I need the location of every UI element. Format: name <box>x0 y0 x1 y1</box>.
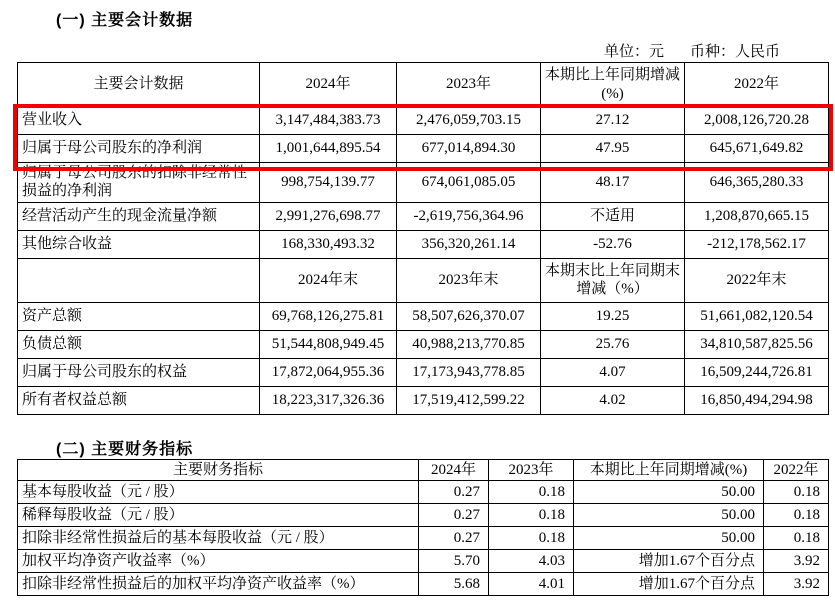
table-row <box>18 302 829 330</box>
table-header-row <box>18 63 829 107</box>
column-header: 主要会计数据 <box>18 63 260 107</box>
value-cell: 50.00 <box>574 527 764 550</box>
section1-title: (一) 主要会计数据 <box>56 12 194 29</box>
value-cell: -2,619,756,364.96 <box>397 202 541 230</box>
value-cell: 51,661,082,120.54 <box>685 302 829 330</box>
value-cell: 50.00 <box>574 504 764 527</box>
value-cell: -52.76 <box>541 230 685 258</box>
table-row <box>18 504 829 527</box>
value-cell: 17,519,412,599.22 <box>397 386 541 414</box>
value-cell: 5.68 <box>419 573 489 596</box>
financial-indicators-table <box>17 459 829 596</box>
main-accounting-data-table <box>17 62 829 415</box>
column-header-empty <box>18 258 260 302</box>
value-cell: 5.70 <box>419 550 489 573</box>
value-cell: 3,147,484,383.73 <box>260 107 397 135</box>
value-cell: 0.18 <box>489 481 574 504</box>
value-cell: 0.27 <box>419 527 489 550</box>
row-label-cell: 归属于母公司股东的权益 <box>18 358 260 386</box>
value-cell: 4.02 <box>541 386 685 414</box>
value-cell: 19.25 <box>541 302 685 330</box>
value-cell: 不适用 <box>541 202 685 230</box>
value-cell: 998,754,139.77 <box>260 163 397 203</box>
value-cell: 51,544,808,949.45 <box>260 330 397 358</box>
row-label-cell: 扣除非经常性损益后的加权平均净资产收益率（%） <box>18 573 419 596</box>
value-cell: 17,872,064,955.36 <box>260 358 397 386</box>
column-header: 主要财务指标 <box>18 460 419 481</box>
currency-label: 币种：人民币 <box>689 44 780 60</box>
row-label-cell: 基本每股收益（元 / 股） <box>18 481 419 504</box>
row-label-cell: 营业收入 <box>18 107 260 135</box>
value-cell: 69,768,126,275.81 <box>260 302 397 330</box>
row-label-cell: 负债总额 <box>18 330 260 358</box>
value-cell: 0.18 <box>764 504 829 527</box>
table-row <box>18 107 829 135</box>
value-cell: 1,208,870,665.15 <box>685 202 829 230</box>
value-cell: 4.03 <box>489 550 574 573</box>
value-cell: 58,507,626,370.07 <box>397 302 541 330</box>
table-header-row <box>18 460 829 481</box>
column-header: 2024年末 <box>260 258 397 302</box>
value-cell: 34,810,587,825.56 <box>685 330 829 358</box>
value-cell: 40,988,213,770.85 <box>397 330 541 358</box>
table-row <box>18 163 829 203</box>
value-cell: 4.01 <box>489 573 574 596</box>
value-cell: 47.95 <box>541 135 685 163</box>
value-cell: 0.27 <box>419 481 489 504</box>
value-cell: 3.92 <box>764 550 829 573</box>
row-label-cell: 经营活动产生的现金流量净额 <box>18 202 260 230</box>
table-row <box>18 481 829 504</box>
value-cell: 3.92 <box>764 573 829 596</box>
table-row <box>18 202 829 230</box>
value-cell: 0.27 <box>419 504 489 527</box>
row-label-cell: 资产总额 <box>18 302 260 330</box>
value-cell: 1,001,644,895.54 <box>260 135 397 163</box>
row-label-cell: 其他综合收益 <box>18 230 260 258</box>
column-header: 2023年 <box>397 63 541 107</box>
value-cell: 356,320,261.14 <box>397 230 541 258</box>
value-cell: 17,173,943,778.85 <box>397 358 541 386</box>
value-cell: 646,365,280.33 <box>685 163 829 203</box>
value-cell: 2,008,126,720.28 <box>685 107 829 135</box>
value-cell: 677,014,894.30 <box>397 135 541 163</box>
table-row <box>18 330 829 358</box>
value-cell: 674,061,085.05 <box>397 163 541 203</box>
table-row <box>18 386 829 414</box>
row-label-cell: 加权平均净资产收益率（%） <box>18 550 419 573</box>
column-header: 2023年 <box>489 460 574 481</box>
row-label-cell: 扣除非经常性损益后的基本每股收益（元 / 股） <box>18 527 419 550</box>
value-cell: 0.18 <box>764 481 829 504</box>
unit-label: 单位：元 <box>603 44 664 60</box>
value-cell: 0.18 <box>764 527 829 550</box>
row-label-cell: 归属于母公司股东的净利润 <box>18 135 260 163</box>
value-cell: 27.12 <box>541 107 685 135</box>
value-cell: 16,850,494,294.98 <box>685 386 829 414</box>
value-cell: 增加1.67个百分点 <box>574 550 764 573</box>
value-cell: 2,991,276,698.77 <box>260 202 397 230</box>
table-row <box>18 550 829 573</box>
table-row <box>18 358 829 386</box>
row-label-cell: 所有者权益总额 <box>18 386 260 414</box>
value-cell: 50.00 <box>574 481 764 504</box>
column-header: 2022年 <box>685 63 829 107</box>
value-cell: 0.18 <box>489 504 574 527</box>
table-row <box>18 135 829 163</box>
value-cell: 4.07 <box>541 358 685 386</box>
value-cell: 645,671,649.82 <box>685 135 829 163</box>
value-cell: 48.17 <box>541 163 685 203</box>
section2-title: (二) 主要财务指标 <box>56 441 194 458</box>
column-header: 2022年末 <box>685 258 829 302</box>
value-cell: 0.18 <box>489 527 574 550</box>
column-header: 2022年 <box>764 460 829 481</box>
column-header: 本期比上年同期增减(%) <box>574 460 764 481</box>
column-header: 2023年末 <box>397 258 541 302</box>
value-cell: 16,509,244,726.81 <box>685 358 829 386</box>
table-subheader-row <box>18 258 829 302</box>
value-cell: 168,330,493.32 <box>260 230 397 258</box>
value-cell: 25.76 <box>541 330 685 358</box>
value-cell: 增加1.67个百分点 <box>574 573 764 596</box>
column-header: 本期比上年同期增减(%) <box>541 63 685 107</box>
value-cell: 2,476,059,703.15 <box>397 107 541 135</box>
table-row <box>18 230 829 258</box>
table-row <box>18 573 829 596</box>
column-header: 2024年 <box>260 63 397 107</box>
column-header: 本期末比上年同期末增减（%） <box>541 258 685 302</box>
column-header: 2024年 <box>419 460 489 481</box>
table-row <box>18 527 829 550</box>
value-cell: 18,223,317,326.36 <box>260 386 397 414</box>
row-label-cell: 归属于母公司股东的扣除非经常性损益的净利润 <box>18 163 260 203</box>
row-label-cell: 稀释每股收益（元 / 股） <box>18 504 419 527</box>
unit-currency-line <box>604 40 780 61</box>
value-cell: -212,178,562.17 <box>685 230 829 258</box>
